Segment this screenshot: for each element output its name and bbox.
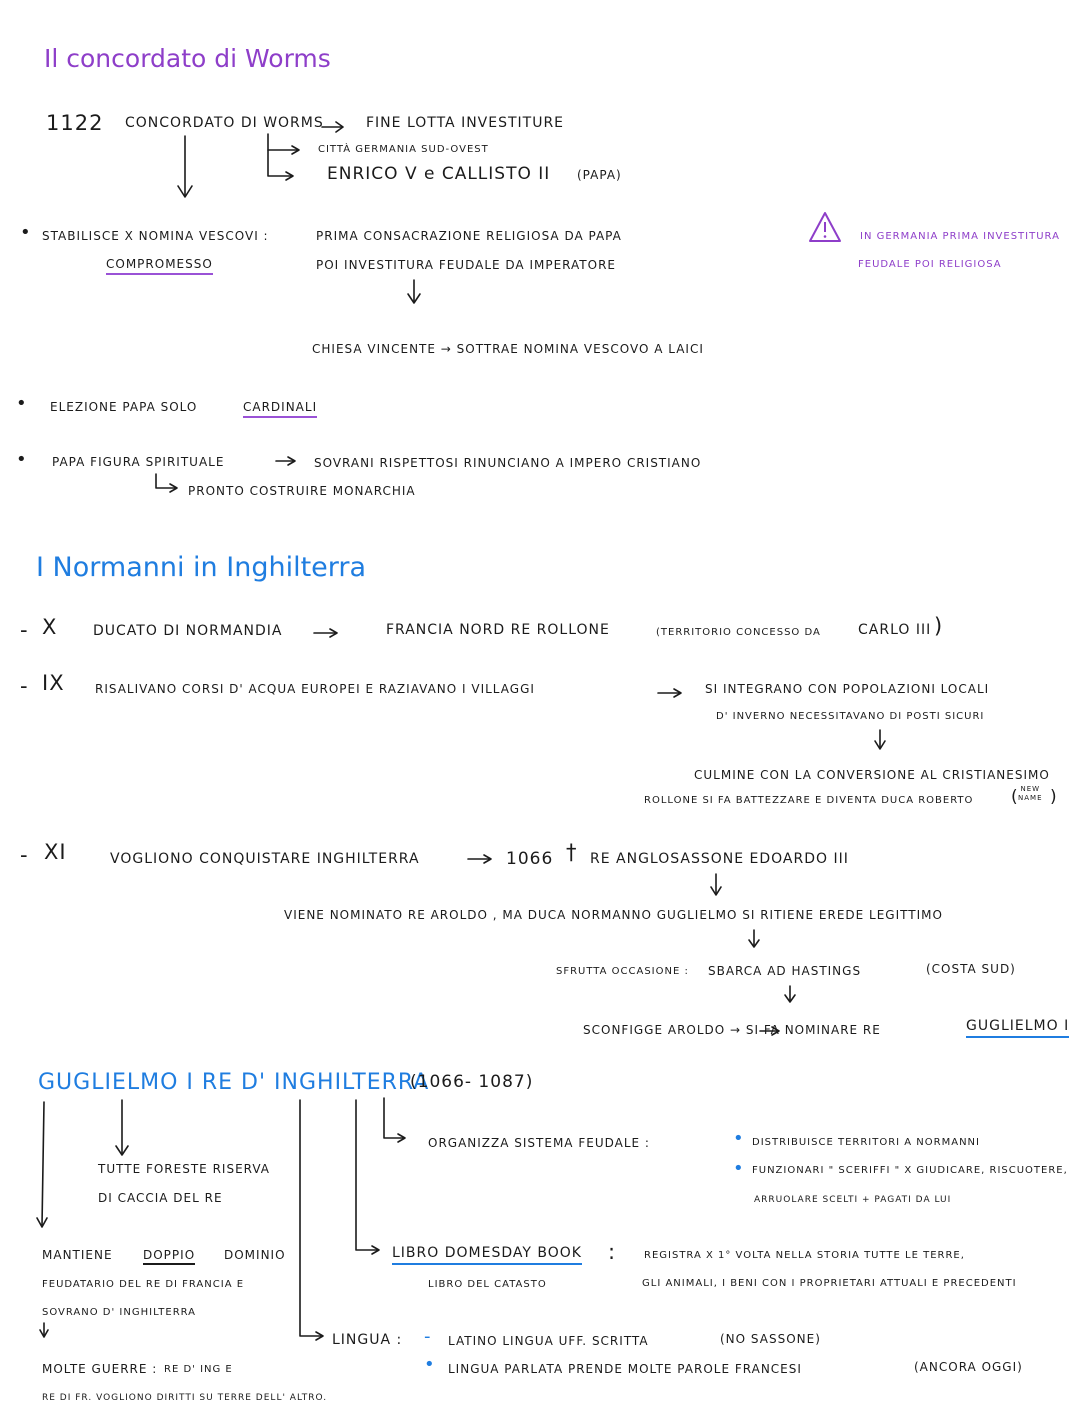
cross-icon: †: [566, 840, 578, 864]
molte-guerre-3: RE DI FR. VOGLIONO DIRITTI SU TERRE DELL' ALTRO.: [42, 1393, 328, 1403]
culmine-text: CULMINE CON LA CONVERSIONE AL CRISTIANESIMO: [694, 768, 1050, 782]
sfrutta-text: SFRUTTA OCCASIONE :: [556, 966, 689, 977]
arruolare-text: ARRUOLARE SCELTI + PAGATI DA LUI: [754, 1195, 952, 1205]
chiesa-text: CHIESA VINCENTE → SOTTRAE NOMINA VESCOVO A LAICI: [312, 342, 704, 356]
bullet: •: [424, 1354, 435, 1375]
dash: -: [20, 674, 29, 698]
papa-paren: (PAPA): [577, 168, 622, 182]
sbarca-text: SBARCA AD HASTINGS: [708, 964, 862, 978]
cardinali-text: CARDINALI: [243, 400, 317, 418]
bullet: •: [16, 393, 27, 414]
no-sassone-text: (NO SASSONE): [720, 1332, 821, 1346]
citta-text: CITTÀ GERMANIA SUD-OVEST: [318, 144, 489, 155]
dash: -: [20, 843, 29, 867]
warning-line-1: IN GERMANIA PRIMA INVESTITURA: [860, 231, 1060, 242]
registra-line-1: REGISTRA X 1° VOLTA NELLA STORIA TUTTE LE TERRE,: [644, 1250, 965, 1261]
ducato-text: DUCATO DI NORMANDIA: [93, 623, 283, 639]
funzionari-text: FUNZIONARI " SCERIFFI " X GIUDICARE, RISCUOTERE,: [752, 1165, 1068, 1176]
guglielmo-i-wrap: [966, 1018, 1069, 1034]
compromesso-text: COMPROMESSO: [106, 257, 213, 275]
paren-open: (: [1011, 787, 1019, 807]
stabilisce-text: STABILISCE X NOMINA VESCOVI :: [42, 229, 269, 243]
edoardo-text: RE ANGLOSASSONE EDOARDO III: [590, 851, 849, 867]
new-name-line-2: NAME: [1018, 794, 1043, 802]
libro-wrap: [392, 1245, 582, 1261]
dominio-text: DOMINIO: [224, 1248, 286, 1262]
elezione-text: ELEZIONE PAPA SOLO: [50, 400, 198, 414]
libro-sub-text: LIBRO DEL CATASTO: [428, 1279, 547, 1290]
section-title-guglielmo: GUGLIELMO I RE D' INGHILTERRA: [38, 1070, 430, 1095]
integrano-text: SI INTEGRANO CON POPOLAZIONI LOCALI: [705, 682, 990, 696]
fine-lotta-text: FINE LOTTA INVESTITURE: [366, 115, 565, 131]
new-name-note: [1018, 785, 1043, 803]
bullet: •: [733, 1128, 744, 1149]
papa-figura-text: PAPA FIGURA SPIRITUALE: [52, 455, 225, 469]
lingua-text: LINGUA :: [332, 1332, 403, 1348]
year-1066: 1066: [506, 849, 554, 869]
parlata-text: LINGUA PARLATA PRENDE MOLTE PAROLE FRANCESI: [448, 1362, 802, 1376]
sovrano-text: SOVRANO D' INGHILTERRA: [42, 1307, 197, 1318]
pronto-text: PRONTO COSTRUIRE MONARCHIA: [188, 484, 416, 498]
molte-guerre-2: RE D' ING E: [164, 1364, 233, 1375]
sovrani-text: SOVRANI RISPETTOSI RINUNCIANO A IMPERO CRISTIANO: [314, 456, 702, 470]
guglielmo-i-text: GUGLIELMO I: [966, 1018, 1069, 1038]
francia-text: FRANCIA NORD RE ROLLONE: [386, 622, 610, 638]
century-xi: XI: [44, 840, 67, 864]
paren-close: ): [1050, 787, 1058, 807]
mantiene-text: MANTIENE: [42, 1248, 113, 1262]
registra-line-2: GLI ANIMALI, I BENI CON I PROPRIETARI ATTUALI E PRECEDENTI: [642, 1278, 1017, 1289]
years-text: (1066- 1087): [410, 1072, 534, 1092]
warning-icon: [808, 211, 842, 243]
bullet: •: [733, 1158, 744, 1179]
new-name-line-1: NEW: [1020, 785, 1041, 793]
cardinali-wrap: [243, 400, 317, 414]
viene-text: VIENE NOMINATO RE AROLDO , MA DUCA NORMANNO GUGLIELMO SI RITIENE EREDE LEGITTIMO: [284, 908, 943, 922]
warning-line-2: FEUDALE POI RELIGIOSA: [858, 259, 1002, 270]
libro-label: LIBRO DOMESDAY BOOK: [392, 1245, 582, 1265]
section-title-normanni: I Normanni in Inghilterra: [36, 552, 367, 583]
foreste-line-2: DI CACCIA DEL RE: [98, 1191, 223, 1205]
enrico-callisto-text: ENRICO V e CALLISTO II: [327, 164, 551, 184]
section-title-worms: Il concordato di Worms: [44, 44, 331, 73]
costa-text: (COSTA SUD): [926, 962, 1016, 976]
distribuisce-text: DISTRIBUISCE TERRITORI A NORMANNI: [752, 1137, 980, 1148]
poi-text: POI INVESTITURA FEUDALE DA IMPERATORE: [316, 258, 616, 272]
foreste-line-1: TUTTE FORESTE RISERVA: [98, 1162, 270, 1176]
dash: -: [20, 618, 29, 642]
sconfigge-text: SCONFIGGE AROLDO → SI FA NOMINARE RE: [583, 1023, 881, 1037]
rollone-text: ROLLONE SI FA BATTEZZARE E DIVENTA DUCA ROBERTO: [644, 795, 974, 806]
organizza-text: ORGANIZZA SISTEMA FEUDALE :: [428, 1136, 650, 1150]
century-x: X: [42, 615, 58, 639]
year-1122: 1122: [46, 111, 104, 135]
carlo-text: CARLO III: [858, 622, 932, 638]
inverno-text: D' INVERNO NECESSITAVANO DI POSTI SICURI: [716, 711, 985, 722]
ancora-text: (ANCORA OGGI): [914, 1360, 1023, 1374]
century-ix: IX: [42, 671, 65, 695]
prima-text: PRIMA CONSACRAZIONE RELIGIOSA DA PAPA: [316, 229, 622, 243]
feudatario-text: FEUDATARIO DEL RE DI FRANCIA E: [42, 1279, 245, 1290]
latino-text: LATINO LINGUA UFF. SCRITTA: [448, 1334, 649, 1348]
colon: :: [608, 1240, 617, 1264]
paren-close: ): [934, 614, 944, 638]
concordato-text: CONCORDATO DI WORMS: [125, 115, 324, 131]
vogliono-text: VOGLIONO CONQUISTARE INGHILTERRA: [110, 851, 420, 867]
territorio-text: (TERRITORIO CONCESSO DA: [656, 627, 821, 638]
doppio-wrap: [143, 1248, 195, 1262]
bullet: •: [20, 222, 31, 243]
molte-guerre-text: MOLTE GUERRE :: [42, 1362, 158, 1376]
bullet: -: [424, 1326, 431, 1347]
compromesso-wrap: [106, 257, 213, 271]
risalivano-text: RISALIVANO CORSI D' ACQUA EUROPEI E RAZIAVANO I VILLAGGI: [95, 682, 535, 696]
bullet: •: [16, 449, 27, 470]
doppio-text: DOPPIO: [143, 1248, 195, 1265]
